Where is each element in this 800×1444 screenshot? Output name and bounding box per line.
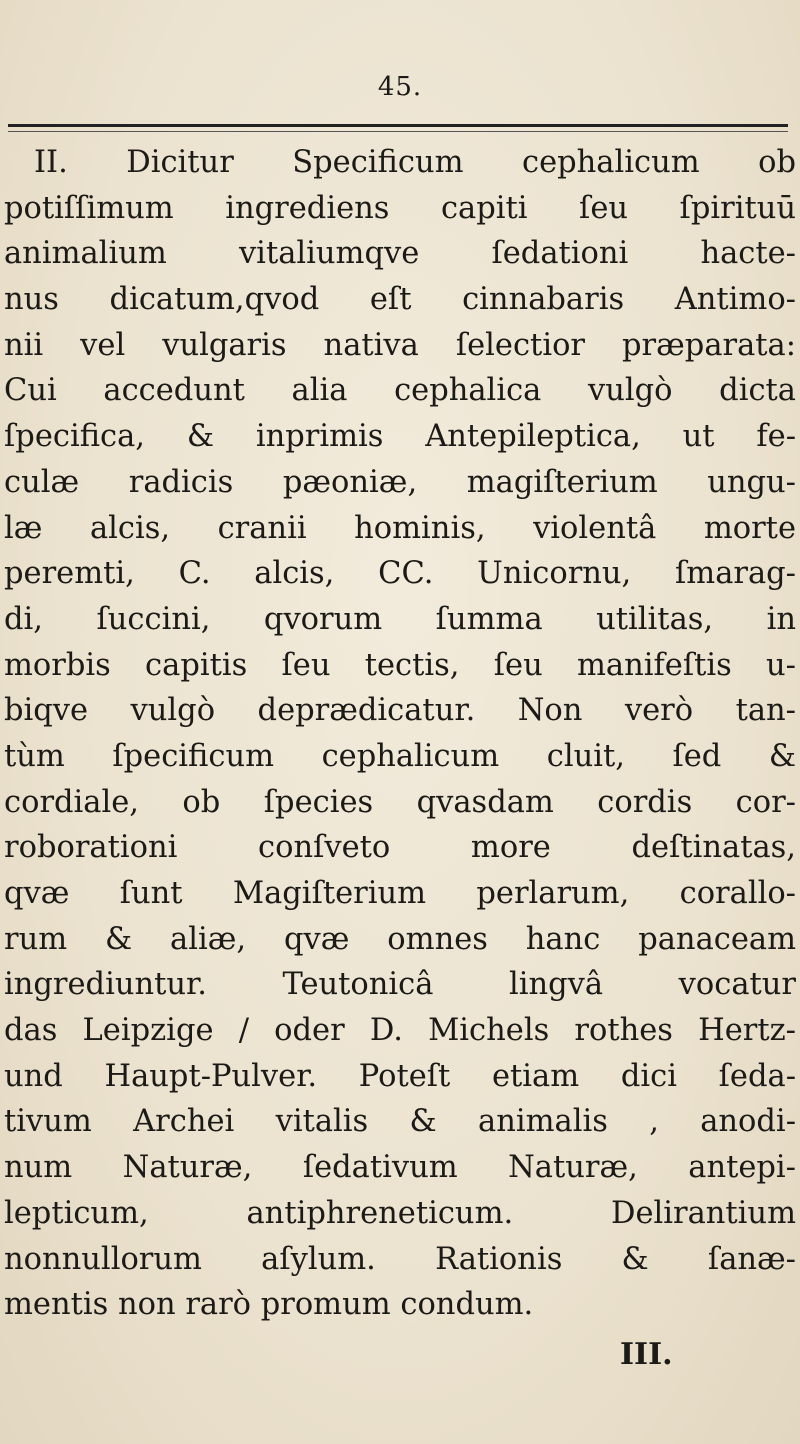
- text-line: num Naturæ, ſedativum Naturæ, antepi-: [4, 1150, 796, 1186]
- text-line: nonnullorum aſylum. Rationis & ſanæ-: [4, 1241, 796, 1277]
- text-line: morbis capitis ſeu tectis, ſeu manifeſtis u-: [4, 647, 796, 683]
- header-rule-thin: [8, 131, 788, 132]
- text-line: das Leipzige / oder D. Michels rothes Hertz-: [4, 1013, 796, 1049]
- text-line: tivum Archei vitalis & animalis , anodi-: [4, 1104, 796, 1140]
- text-line: mentis non rarò promum condum.: [4, 1287, 534, 1323]
- text-line: di, ſuccini, qvorum ſumma utilitas, in: [4, 601, 796, 637]
- body-text: [4, 140, 796, 1328]
- text-line: roborationi conſveto more deſtinatas,: [4, 830, 796, 866]
- text-line: lepticum, antiphreneticum. Delirantium: [4, 1195, 796, 1231]
- text-line: und Haupt-Pulver. Poteſt etiam dici ſeda-: [4, 1058, 796, 1094]
- text-line: nus dicatum,qvod eſt cinnabaris Antimo-: [4, 282, 796, 318]
- text-line: Cui accedunt alia cephalica vulgò dicta: [4, 373, 796, 409]
- text-line: læ alcis, cranii hominis, violentâ morte: [4, 510, 796, 546]
- text-line: biqve vulgò deprædicatur. Non verò tan-: [4, 693, 796, 729]
- text-line: cordiale, ob ſpecies qvasdam cordis cor-: [4, 784, 796, 820]
- text-line: qvæ ſunt Magiſterium perlarum, corallo-: [4, 876, 796, 911]
- text-line: peremti, C. alcis, CC. Unicornu, ſmarag-: [4, 556, 796, 592]
- text-line: II. Dicitur Specificum cephalicum ob: [34, 145, 796, 180]
- text-line: rum & aliæ, qvæ omnes hanc panaceam: [4, 921, 796, 957]
- text-line: ingrediuntur. Teutonicâ lingvâ vocatur: [4, 967, 796, 1003]
- page-number: 45.: [377, 72, 423, 102]
- text-line: tùm ſpecificum cephalicum cluit, ſed &: [4, 738, 796, 774]
- text-line: culæ radicis pæoniæ, magiſterium ungu-: [4, 464, 796, 500]
- text-line: animalium vitaliumqve ſedationi hacte-: [4, 236, 796, 272]
- text-line: potiſſimum ingrediens capiti ſeu ſpirituū: [4, 190, 796, 226]
- header-rule: [8, 124, 788, 127]
- text-line: ſpecifica, & inprimis Antepileptica, ut fe-: [4, 419, 796, 455]
- catchword: III.: [620, 1337, 673, 1372]
- text-line: nii vel vulgaris nativa ſelectior præparata:: [4, 327, 796, 363]
